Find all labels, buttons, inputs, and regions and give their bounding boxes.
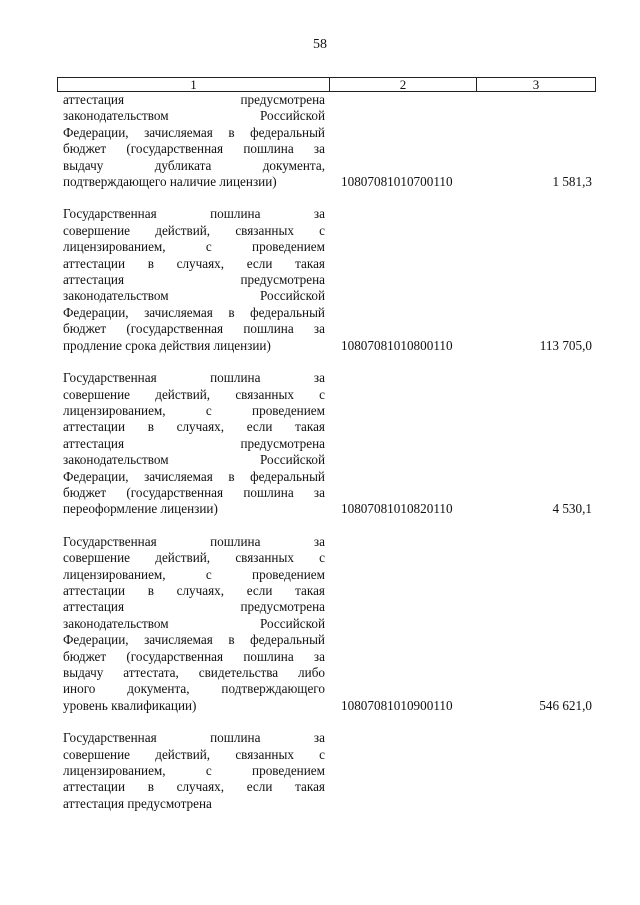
row-description — [63, 730, 325, 812]
row-spacer — [57, 518, 596, 534]
description-line: бюджет (государственная пошлина за — [63, 484, 325, 500]
row-description — [63, 534, 325, 714]
row-code: 10807081010800110 — [341, 337, 453, 353]
row-code: 10807081010900110 — [341, 697, 453, 713]
table-header-row — [57, 77, 596, 92]
budget-table — [57, 77, 596, 812]
description-line: Федерации, зачисляемая в федеральный — [63, 124, 325, 140]
description-line: уровень квалификации) — [63, 697, 197, 713]
table-body — [57, 92, 596, 812]
row-value: 4 530,1 — [552, 501, 592, 517]
column-header-1: 1 — [58, 78, 330, 91]
description-line: лицензированием, с проведением — [63, 763, 325, 779]
description-line: бюджет (государственная пошлина за — [63, 648, 325, 664]
description-line: совершение действий, связанных с — [63, 746, 325, 762]
description-line: совершение действий, связанных с — [63, 222, 325, 238]
description-line: аттестации в случаях, если такая — [63, 419, 325, 435]
table-row — [57, 534, 596, 714]
description-line: аттестация предусмотрена — [63, 92, 325, 107]
description-line: аттестации в случаях, если такая — [63, 582, 325, 598]
table-row — [57, 370, 596, 518]
description-line: законодательством Российской — [63, 108, 325, 124]
description-line: Государственная пошлина за — [63, 206, 325, 222]
description-line: Федерации, зачисляемая в федеральный — [63, 632, 325, 648]
description-line: совершение действий, связанных с — [63, 550, 325, 566]
description-line: аттестация предусмотрена — [63, 435, 325, 451]
page-number: 58 — [313, 37, 327, 52]
column-header-3: 3 — [532, 77, 540, 92]
description-line: аттестация предусмотрена — [63, 795, 212, 811]
description-line: Государственная пошлина за — [63, 730, 325, 746]
description-line: продление срока действия лицензии) — [63, 337, 271, 353]
description-line: аттестации в случаях, если такая — [63, 779, 325, 795]
description-line: Федерации, зачисляемая в федеральный — [63, 468, 325, 484]
description-line: Государственная пошлина за — [63, 370, 325, 386]
row-spacer — [57, 190, 596, 206]
column-header-2: 2 — [330, 78, 477, 91]
row-description — [63, 206, 325, 354]
table-row — [57, 92, 596, 190]
description-line: бюджет (государственная пошлина за — [63, 141, 325, 157]
row-code: 10807081010820110 — [341, 501, 453, 517]
description-line: иного документа, подтверждающего — [63, 681, 325, 697]
row-spacer — [57, 354, 596, 370]
description-line: аттестация предусмотрена — [63, 272, 325, 288]
table-row — [57, 730, 596, 812]
description-line: законодательством Российской — [63, 615, 325, 631]
description-line: лицензированием, с проведением — [63, 239, 325, 255]
description-line: аттестации в случаях, если такая — [63, 255, 325, 271]
description-line: выдачу аттестата, свидетельства либо — [63, 665, 325, 680]
row-value: 546 621,0 — [539, 697, 592, 713]
description-line: совершение действий, связанных с — [63, 386, 325, 402]
description-line: законодательством Российской — [63, 288, 325, 304]
description-line: подтверждающего наличие лицензии) — [63, 174, 277, 190]
table-row — [57, 206, 596, 354]
row-description — [63, 370, 325, 518]
description-line: аттестация предусмотрена — [63, 599, 325, 615]
description-line: законодательством Российской — [63, 452, 325, 468]
description-line: лицензированием, с проведением — [63, 402, 325, 418]
description-line: Государственная пошлина за — [63, 533, 325, 549]
row-spacer — [57, 714, 596, 730]
row-value: 113 705,0 — [539, 337, 592, 353]
description-line: лицензированием, с проведением — [63, 566, 325, 582]
row-code: 10807081010700110 — [341, 174, 453, 190]
description-line: Федерации, зачисляемая в федеральный — [63, 304, 325, 320]
description-line: бюджет (государственная пошлина за — [63, 321, 325, 337]
row-value: 1 581,3 — [552, 174, 592, 190]
description-line: переоформление лицензии) — [63, 501, 218, 517]
description-line: выдачу дубликата документа, — [63, 157, 325, 173]
row-description — [63, 92, 325, 190]
